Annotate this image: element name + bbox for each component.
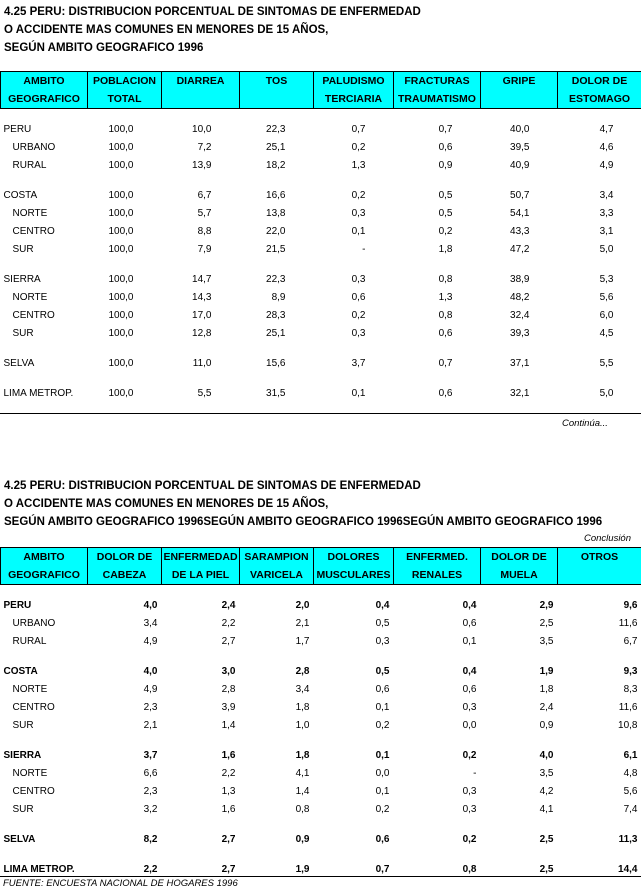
cell-value: 0,1 [375, 750, 390, 761]
cell-value: 0,3 [351, 274, 366, 285]
cell-value: 7,4 [623, 804, 638, 815]
table-row [1, 801, 641, 819]
cell-value: 22,0 [266, 226, 286, 237]
cell-value: 3,3 [599, 208, 614, 219]
cell-value: 4,0 [539, 750, 554, 761]
cell-value: 21,5 [266, 244, 286, 255]
cell-value: 31,5 [266, 388, 286, 399]
cell-value: 1,8 [539, 684, 554, 695]
cell-value: 0,3 [351, 208, 366, 219]
cell-value: 0,6 [462, 618, 477, 629]
cell-value: 3,5 [539, 636, 554, 647]
continua-note: Continúa... [562, 418, 608, 429]
cell-value: 14,7 [192, 274, 212, 285]
cell-value: 1,4 [295, 786, 310, 797]
table-row [1, 157, 641, 175]
cell-value: 0,2 [351, 142, 366, 153]
cell-value: 8,3 [623, 684, 638, 695]
cell-value: 9,3 [623, 666, 638, 677]
row-label: CENTRO [12, 226, 55, 237]
row-label: CENTRO [12, 310, 55, 321]
cell-value: 100,0 [108, 244, 134, 255]
cell-value: 2,0 [295, 600, 310, 611]
cell-value: 4,9 [143, 636, 158, 647]
cell-value: 100,0 [108, 190, 134, 201]
cell-value: 0,4 [462, 600, 477, 611]
cell-value: 5,0 [599, 388, 614, 399]
cell-value: 100,0 [108, 292, 134, 303]
table2-body [1, 585, 641, 880]
cell-value: 0,3 [351, 328, 366, 339]
cell-value: 2,7 [221, 834, 236, 845]
spacer-row [1, 343, 641, 355]
cell-value: 0,9 [438, 160, 453, 171]
cell-value: 0,1 [462, 636, 477, 647]
cell-value: 6,0 [599, 310, 614, 321]
cell-value: 100,0 [108, 388, 134, 399]
header-fracturas: FRACTURAS TRAUMATISMO [394, 72, 481, 109]
row-label: SUR [12, 328, 34, 339]
source-note: FUENTE: ENCUESTA NACIONAL DE HOGARES 1996 [3, 878, 238, 889]
table-row [1, 241, 641, 259]
cell-value: 4,0 [143, 600, 158, 611]
cell-value: 2,5 [539, 618, 554, 629]
cell-value: 0,3 [462, 702, 477, 713]
table-row [1, 121, 641, 139]
cell-value: 18,2 [266, 160, 286, 171]
cell-value: 22,3 [266, 274, 286, 285]
cell-value: 0,8 [462, 864, 477, 875]
table1-title: 4.25 PERU: DISTRIBUCION PORCENTUAL DE SINTOMAS DE ENFERMEDAD O ACCIDENTE MAS COMUNES EN MENORES DE 15 AÑOS, SEGÚN AMBITO GEOGRAFICO 1996 [4, 6, 421, 54]
cell-value: 38,9 [510, 274, 530, 285]
cell-value: 11,0 [192, 358, 212, 369]
cell-value: 8,2 [143, 834, 158, 845]
cell-value: 6,1 [623, 750, 638, 761]
cell-value: 0,1 [351, 226, 366, 237]
cell-value: 4,1 [295, 768, 310, 779]
cell-value: 12,8 [192, 328, 212, 339]
header-dolores-musculares: DOLORES MUSCULARES [314, 548, 394, 585]
row-label: SELVA [3, 834, 36, 845]
cell-value: 3,4 [143, 618, 158, 629]
header-ambito: AMBITO GEOGRAFICO [1, 548, 88, 585]
table-row [1, 355, 641, 373]
cell-value: 39,5 [510, 142, 530, 153]
cell-value: 2,3 [143, 786, 158, 797]
cell-value: 2,8 [221, 684, 236, 695]
header-enfermedad-piel: ENFERMEDAD DE LA PIEL [162, 548, 240, 585]
table-row [1, 765, 641, 783]
spacer-row [1, 373, 641, 385]
row-label: PERU [3, 600, 32, 611]
cell-value: 2,9 [539, 600, 554, 611]
cell-value: 10,0 [192, 124, 212, 135]
cell-value: 2,4 [539, 702, 554, 713]
row-label: NORTE [12, 768, 48, 779]
cell-value: 0,2 [351, 190, 366, 201]
cell-value: 1,4 [221, 720, 236, 731]
cell-value: 13,8 [266, 208, 286, 219]
table-row [1, 783, 641, 801]
header-gripe: GRIPE [481, 72, 558, 109]
cell-value: 15,6 [266, 358, 286, 369]
spacer-row [1, 819, 641, 831]
cell-value: 0,2 [462, 834, 477, 845]
table-row [1, 681, 641, 699]
table-row [1, 699, 641, 717]
cell-value: 3,9 [221, 702, 236, 713]
row-label: NORTE [12, 208, 48, 219]
cell-value: 2,5 [539, 864, 554, 875]
cell-value: 0,8 [438, 310, 453, 321]
cell-value: 1,3 [438, 292, 453, 303]
cell-value: 1,6 [221, 750, 236, 761]
cell-value: 6,6 [143, 768, 158, 779]
cell-value: 8,9 [271, 292, 286, 303]
cell-value: 0,6 [438, 142, 453, 153]
header-paludismo: PALUDISMO TERCIARIA [314, 72, 394, 109]
row-label: SIERRA [3, 274, 41, 285]
cell-value: 100,0 [108, 328, 134, 339]
cell-value: 0,6 [462, 684, 477, 695]
cell-value: 8,8 [197, 226, 212, 237]
header-enfermed-renales: ENFERMED. RENALES [394, 548, 481, 585]
cell-value: 48,2 [510, 292, 530, 303]
cell-value: 1,9 [295, 864, 310, 875]
table-row [1, 597, 641, 615]
table-row [1, 205, 641, 223]
cell-value: 4,8 [623, 768, 638, 779]
table2-bottom-rule [0, 876, 641, 877]
cell-value: 0,7 [438, 124, 453, 135]
cell-value: 28,3 [266, 310, 286, 321]
cell-value: 43,3 [510, 226, 530, 237]
cell-value: 11,6 [618, 618, 638, 629]
cell-value: 2,2 [221, 618, 236, 629]
header-sarampion: SARAMPION VARICELA [240, 548, 314, 585]
cell-value: 39,3 [510, 328, 530, 339]
cell-value: 0,4 [462, 666, 477, 677]
table-row [1, 615, 641, 633]
row-label: CENTRO [12, 786, 55, 797]
cell-value: 0,3 [462, 786, 477, 797]
table-row [1, 139, 641, 157]
cell-value: 4,5 [599, 328, 614, 339]
table-row [1, 325, 641, 343]
cell-value: 16,6 [266, 190, 286, 201]
table-row [1, 633, 641, 651]
cell-value: 0,6 [375, 684, 390, 695]
conclusion-note: Conclusión [584, 533, 631, 544]
cell-value: 5,6 [599, 292, 614, 303]
table-row [1, 223, 641, 241]
table-row [1, 385, 641, 403]
cell-value: 0,7 [438, 358, 453, 369]
cell-value: 0,9 [295, 834, 310, 845]
cell-value: 100,0 [108, 358, 134, 369]
cell-value: 5,3 [599, 274, 614, 285]
cell-value: 14,3 [192, 292, 212, 303]
cell-value: 7,2 [197, 142, 212, 153]
cell-value: 100,0 [108, 142, 134, 153]
cell-value: 2,1 [295, 618, 310, 629]
cell-value: 0,6 [351, 292, 366, 303]
cell-value: 2,2 [143, 864, 158, 875]
cell-value: 5,5 [599, 358, 614, 369]
spacer-row [1, 175, 641, 187]
cell-value: 6,7 [197, 190, 212, 201]
spacer-row [1, 735, 641, 747]
cell-value: 0,4 [375, 600, 390, 611]
cell-value: 100,0 [108, 310, 134, 321]
cell-value: 100,0 [108, 160, 134, 171]
row-label: SUR [12, 244, 34, 255]
cell-value: 3,7 [351, 358, 366, 369]
row-label: RURAL [12, 160, 47, 171]
spacer-row [1, 651, 641, 663]
cell-value: 0,1 [351, 388, 366, 399]
table-row [1, 307, 641, 325]
cell-value: 50,7 [510, 190, 530, 201]
table-row [1, 831, 641, 849]
cell-value: 2,3 [143, 702, 158, 713]
header-dolor-estomago: DOLOR DE ESTOMAGO [558, 72, 641, 109]
cell-value: 25,1 [266, 328, 286, 339]
cell-value: 32,1 [510, 388, 530, 399]
cell-value: 3,5 [539, 768, 554, 779]
cell-value: 0,5 [438, 208, 453, 219]
cell-value: 0,5 [375, 618, 390, 629]
cell-value: 1,0 [295, 720, 310, 731]
cell-value: 3,7 [143, 750, 158, 761]
cell-value: 100,0 [108, 124, 134, 135]
header-poblacion: POBLACION TOTAL [88, 72, 162, 109]
cell-value: 40,9 [510, 160, 530, 171]
cell-value: - [473, 768, 477, 779]
table-row [1, 747, 641, 765]
table1-body [1, 109, 641, 404]
cell-value: 2,7 [221, 864, 236, 875]
cell-value: 5,6 [623, 786, 638, 797]
cell-value: 0,3 [375, 636, 390, 647]
cell-value: 6,7 [623, 636, 638, 647]
cell-value: 11,3 [618, 834, 638, 845]
cell-value: 3,1 [599, 226, 614, 237]
table-row [1, 289, 641, 307]
cell-value: 0,5 [375, 666, 390, 677]
header-diarrea: DIARREA [162, 72, 240, 109]
row-label: URBANO [12, 618, 56, 629]
row-label: CENTRO [12, 702, 55, 713]
table2-title: 4.25 PERU: DISTRIBUCION PORCENTUAL DE SINTOMAS DE ENFERMEDAD O ACCIDENTE MAS COMUNES EN MENORES DE 15 AÑOS, SEGÚN AMBITO GEOGRAFICO 1996SEGÚN AMBITO GEOGRAFICO 1996SEGÚN AMBITO GEOGRAFICO 1996 [4, 480, 603, 528]
cell-value: 4,0 [143, 666, 158, 677]
spacer-row [1, 585, 641, 598]
table2 [0, 547, 641, 879]
cell-value: 5,5 [197, 388, 212, 399]
row-label: SIERRA [3, 750, 42, 761]
table-row [1, 187, 641, 205]
cell-value: 4,2 [539, 786, 554, 797]
cell-value: 2,2 [221, 768, 236, 779]
header-ambito: AMBITO GEOGRAFICO [1, 72, 88, 109]
cell-value: 0,6 [375, 834, 390, 845]
row-label: NORTE [12, 292, 48, 303]
cell-value: 54,1 [510, 208, 530, 219]
cell-value: 25,1 [266, 142, 286, 153]
cell-value: 2,7 [221, 636, 236, 647]
row-label: SELVA [3, 358, 35, 369]
table1-header [1, 72, 641, 109]
cell-value: 2,4 [221, 600, 236, 611]
cell-value: 10,8 [618, 720, 638, 731]
cell-value: 0,2 [351, 310, 366, 321]
table-row [1, 271, 641, 289]
cell-value: 1,6 [221, 804, 236, 815]
cell-value: 0,6 [438, 388, 453, 399]
cell-value: 0,8 [295, 804, 310, 815]
cell-value: 0,2 [375, 720, 390, 731]
row-label: URBANO [12, 142, 56, 153]
cell-value: 0,8 [438, 274, 453, 285]
table-row [1, 663, 641, 681]
cell-value: 0,5 [438, 190, 453, 201]
row-label: LIMA METROP. [3, 388, 74, 399]
cell-value: 1,8 [295, 750, 310, 761]
cell-value: 2,8 [295, 666, 310, 677]
cell-value: 0,2 [438, 226, 453, 237]
cell-value: 2,5 [539, 834, 554, 845]
cell-value: 0,2 [462, 750, 477, 761]
cell-value: 100,0 [108, 208, 134, 219]
cell-value: 1,3 [351, 160, 366, 171]
cell-value: 0,7 [351, 124, 366, 135]
cell-value: 14,4 [618, 864, 638, 875]
row-label: LIMA METROP. [3, 864, 75, 875]
cell-value: 100,0 [108, 226, 134, 237]
cell-value: 3,4 [295, 684, 310, 695]
cell-value: 0,0 [375, 768, 390, 779]
cell-value: 0,0 [462, 720, 477, 731]
cell-value: 2,1 [143, 720, 158, 731]
header-dolor-muela: DOLOR DE MUELA [481, 548, 558, 585]
cell-value: 9,6 [623, 600, 638, 611]
cell-value: 4,7 [599, 124, 614, 135]
cell-value: 37,1 [510, 358, 530, 369]
table1 [0, 71, 641, 403]
cell-value: - [362, 244, 366, 255]
table-row [1, 717, 641, 735]
table2-header [1, 548, 641, 585]
cell-value: 47,2 [510, 244, 530, 255]
row-label: PERU [3, 124, 32, 135]
cell-value: 1,3 [221, 786, 236, 797]
spacer-row [1, 259, 641, 271]
cell-value: 4,6 [599, 142, 614, 153]
cell-value: 4,1 [539, 804, 554, 815]
table1-bottom-rule [0, 413, 641, 414]
spacer-row [1, 849, 641, 861]
row-label: RURAL [12, 636, 47, 647]
cell-value: 32,4 [510, 310, 530, 321]
row-label: NORTE [12, 684, 48, 695]
cell-value: 4,9 [599, 160, 614, 171]
cell-value: 22,3 [266, 124, 286, 135]
cell-value: 0,6 [438, 328, 453, 339]
cell-value: 0,9 [539, 720, 554, 731]
cell-value: 13,9 [192, 160, 212, 171]
cell-value: 17,0 [192, 310, 212, 321]
cell-value: 11,6 [618, 702, 638, 713]
cell-value: 0,1 [375, 702, 390, 713]
cell-value: 0,3 [462, 804, 477, 815]
row-label: COSTA [3, 666, 38, 677]
cell-value: 40,0 [510, 124, 530, 135]
header-tos: TOS [240, 72, 314, 109]
cell-value: 0,2 [375, 804, 390, 815]
spacer-row [1, 109, 641, 122]
row-label: COSTA [3, 190, 38, 201]
cell-value: 1,9 [539, 666, 554, 677]
cell-value: 1,7 [295, 636, 310, 647]
cell-value: 7,9 [197, 244, 212, 255]
cell-value: 5,7 [197, 208, 212, 219]
row-label: SUR [12, 804, 34, 815]
cell-value: 0,1 [375, 786, 390, 797]
cell-value: 1,8 [438, 244, 453, 255]
cell-value: 100,0 [108, 274, 134, 285]
cell-value: 3,4 [599, 190, 614, 201]
header-dolor-cabeza: DOLOR DE CABEZA [88, 548, 162, 585]
cell-value: 4,9 [143, 684, 158, 695]
cell-value: 1,8 [295, 702, 310, 713]
header-otros: OTROS [558, 548, 641, 585]
cell-value: 3,0 [221, 666, 236, 677]
row-label: SUR [12, 720, 34, 731]
cell-value: 3,2 [143, 804, 158, 815]
cell-value: 0,7 [375, 864, 390, 875]
cell-value: 5,0 [599, 244, 614, 255]
